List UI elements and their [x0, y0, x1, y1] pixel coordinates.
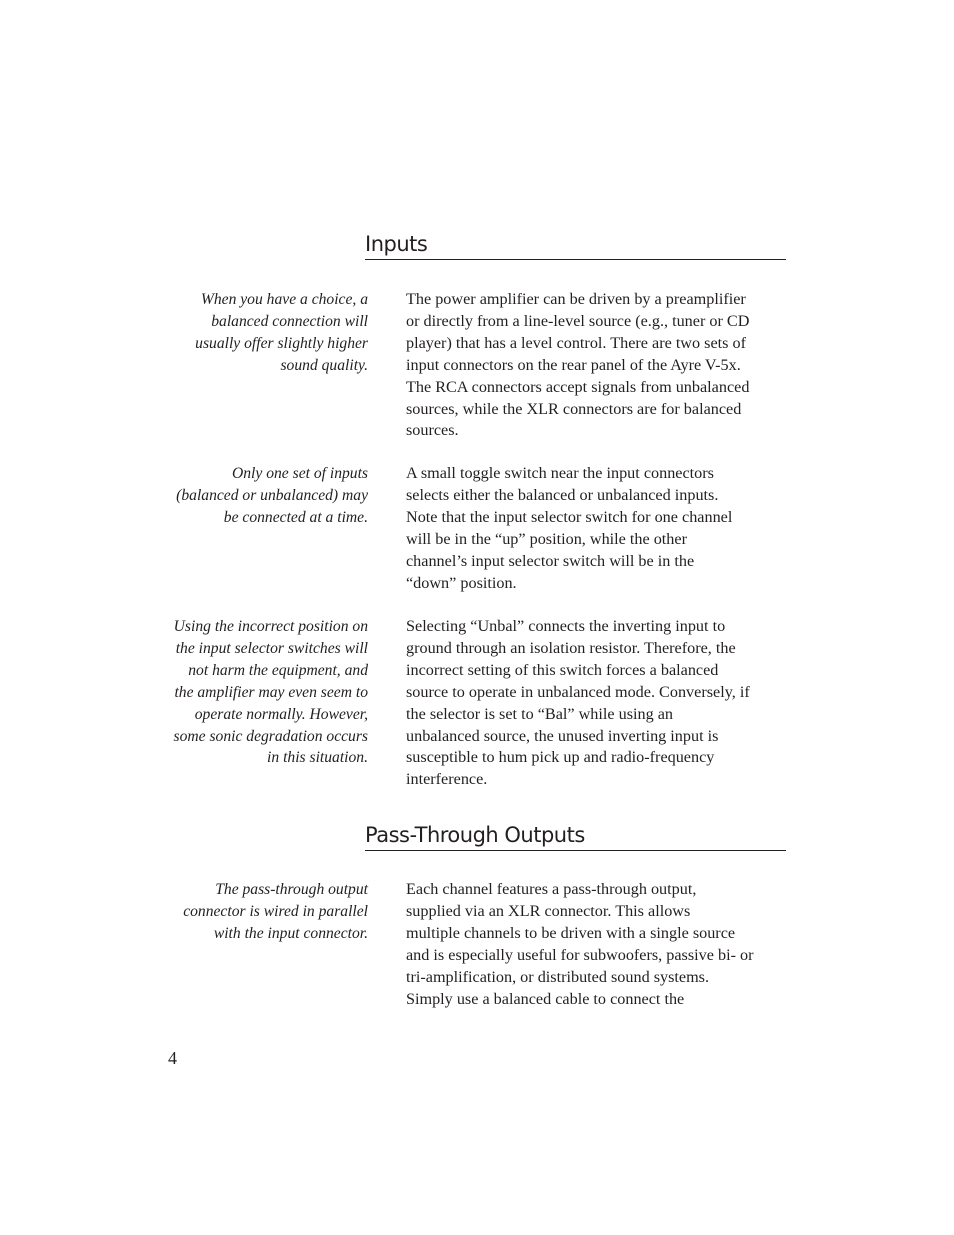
page-number: 4	[168, 1048, 177, 1068]
sidenote-incorrect-position: Using the incorrect position on the input selector switches will not harm the equipment, and the amplifier may even seem to operate normally. However, some sonic degradation occurs in this situation.	[173, 618, 368, 767]
paragraph-input-overview: The power amplifier can be driven by a preamplifier or directly from a line-level source (e.g., tuner or CD player) that has a level control. There are two sets of input connectors on the rear panel of the Ayre V-5x. The RCA connectors accept signals from unbalanced sources, while the XLR connectors are for balanced sources.	[406, 290, 750, 440]
sidenote-balanced-connection: When you have a choice, a balanced connection will usually offer slightly higher sound quality.	[195, 291, 368, 374]
paragraph-pass-through-output: Each channel features a pass-through output, supplied via an XLR connector. This allows multiple channels to be driven with a single source and is especially useful for subwoofers, passive bi- or tri-amplification, or distributed sound systems. Simply use a balanced cable to connect the	[406, 880, 754, 1008]
inputs-heading: Inputs	[365, 231, 786, 260]
sidenote-pass-through-wiring: The pass-through output connector is wired in parallel with the input connector.	[183, 881, 368, 942]
sidenote-one-input-set: Only one set of inputs (balanced or unbalanced) may be connected at a time.	[176, 465, 368, 526]
paragraph-unbal-setting: Selecting “Unbal” connects the inverting input to ground through an isolation resistor. Therefore, the incorrect setting of this switch forces a balanced source to operate in unbalanced mode. Conversely, if the selector is set to “Bal” while using an unbalanced source, the unused inverting input is susceptible to hum pick up and radio-frequency interference.	[406, 617, 750, 789]
pass-through-heading: Pass-Through Outputs	[365, 822, 786, 851]
paragraph-toggle-switch: A small toggle switch near the input connectors selects either the balanced or unbalanced inputs. Note that the input selector switch for one channel will be in the “up” position, while the other channel’s input selector switch will be in the “down” position.	[406, 464, 733, 592]
